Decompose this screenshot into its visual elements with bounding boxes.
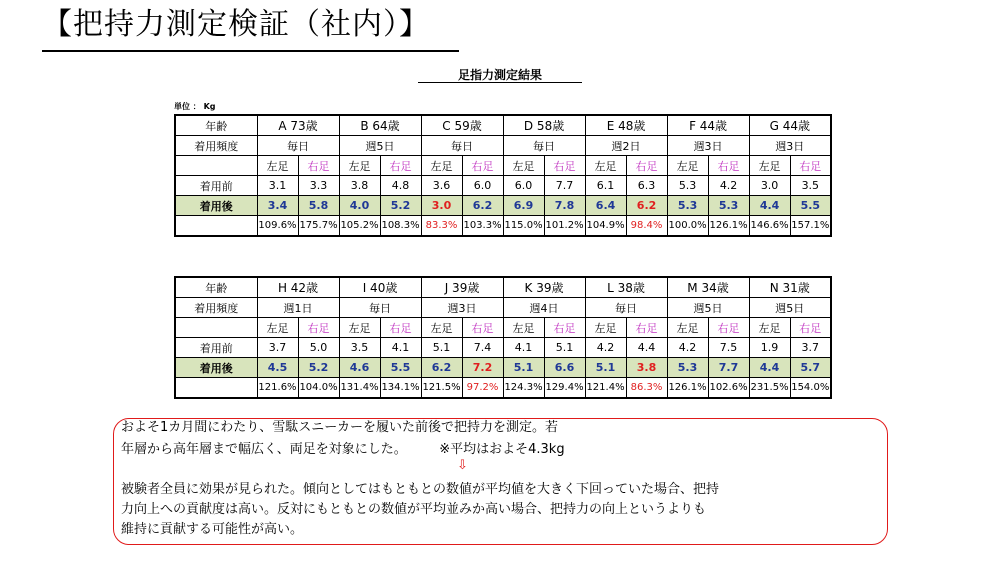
change-right-percent: 157.1% — [790, 216, 831, 237]
wear-frequency: 週3日 — [667, 136, 749, 156]
change-right-percent: 102.6% — [708, 378, 749, 399]
after-right-value: 5.2 — [298, 358, 339, 378]
before-left-value: 3.5 — [339, 338, 380, 358]
empty-cell — [175, 156, 257, 176]
right-foot-header: 右足 — [708, 156, 749, 176]
after-left-value: 4.5 — [257, 358, 298, 378]
subject-name: N 31歳 — [749, 277, 831, 298]
change-right-percent: 104.0% — [298, 378, 339, 399]
wear-frequency: 週3日 — [749, 136, 831, 156]
wear-frequency: 週3日 — [421, 298, 503, 318]
after-right-value: 5.8 — [298, 196, 339, 216]
subject-name: C 59歳 — [421, 115, 503, 136]
before-right-value: 7.4 — [462, 338, 503, 358]
before-left-value: 3.6 — [421, 176, 462, 196]
before-right-value: 4.1 — [380, 338, 421, 358]
slide-title: 【把持力測定検証（社内）】 — [42, 7, 430, 42]
before-right-value: 6.0 — [462, 176, 503, 196]
after-left-value: 6.4 — [585, 196, 626, 216]
wear-frequency: 週2日 — [585, 136, 667, 156]
after-left-value: 4.0 — [339, 196, 380, 216]
change-right-percent: 108.3% — [380, 216, 421, 237]
before-left-value: 1.9 — [749, 338, 790, 358]
wear-frequency: 週1日 — [257, 298, 339, 318]
after-right-value: 5.5 — [790, 196, 831, 216]
left-foot-header: 左足 — [339, 318, 380, 338]
change-right-percent: 134.1% — [380, 378, 421, 399]
change-left-percent: 124.3% — [503, 378, 544, 399]
right-foot-header: 右足 — [298, 318, 339, 338]
left-foot-header: 左足 — [339, 156, 380, 176]
after-row-label: 着用後 — [175, 196, 257, 216]
before-row-label: 着用前 — [175, 338, 257, 358]
before-left-value: 3.1 — [257, 176, 298, 196]
left-foot-header: 左足 — [421, 318, 462, 338]
frequency-row-label: 着用頻度 — [175, 136, 257, 156]
after-left-value: 4.4 — [749, 196, 790, 216]
after-left-value: 5.3 — [667, 196, 708, 216]
after-right-value: 6.2 — [626, 196, 667, 216]
change-right-percent: 86.3% — [626, 378, 667, 399]
change-left-percent: 146.6% — [749, 216, 790, 237]
right-foot-header: 右足 — [380, 318, 421, 338]
right-foot-header: 右足 — [544, 318, 585, 338]
table-caption: 足指力測定結果 — [457, 68, 542, 82]
before-right-value: 5.0 — [298, 338, 339, 358]
age-row-label: 年齢 — [175, 115, 257, 136]
wear-frequency: 毎日 — [339, 298, 421, 318]
right-foot-header: 右足 — [708, 318, 749, 338]
after-right-value: 5.7 — [790, 358, 831, 378]
change-left-percent: 109.6% — [257, 216, 298, 237]
change-right-percent: 129.4% — [544, 378, 585, 399]
subject-name: F 44歳 — [667, 115, 749, 136]
after-right-value: 6.6 — [544, 358, 585, 378]
before-left-value: 5.3 — [667, 176, 708, 196]
age-row-label: 年齢 — [175, 277, 257, 298]
after-left-value: 5.1 — [585, 358, 626, 378]
before-right-value: 6.3 — [626, 176, 667, 196]
left-foot-header: 左足 — [749, 156, 790, 176]
before-right-value: 4.8 — [380, 176, 421, 196]
right-foot-header: 右足 — [298, 156, 339, 176]
left-foot-header: 左足 — [257, 318, 298, 338]
empty-cell — [175, 216, 257, 237]
right-foot-header: 右足 — [790, 318, 831, 338]
change-left-percent: 231.5% — [749, 378, 790, 399]
change-left-percent: 121.5% — [421, 378, 462, 399]
left-foot-header: 左足 — [503, 318, 544, 338]
after-right-value: 5.5 — [380, 358, 421, 378]
before-left-value: 3.8 — [339, 176, 380, 196]
after-left-value: 4.6 — [339, 358, 380, 378]
before-right-value: 4.4 — [626, 338, 667, 358]
summary-line-3: 被験者全員に効果が見られた。傾向としてはもともとの数値が平均値を大きく下回っていた場合、把持 — [121, 482, 720, 497]
right-foot-header: 右足 — [790, 156, 831, 176]
before-left-value: 3.7 — [257, 338, 298, 358]
wear-frequency: 週5日 — [749, 298, 831, 318]
after-left-value: 6.9 — [503, 196, 544, 216]
change-left-percent: 121.6% — [257, 378, 298, 399]
left-foot-header: 左足 — [585, 318, 626, 338]
after-left-value: 5.3 — [667, 358, 708, 378]
before-right-value: 3.7 — [790, 338, 831, 358]
left-foot-header: 左足 — [421, 156, 462, 176]
subject-name: M 34歳 — [667, 277, 749, 298]
wear-frequency: 毎日 — [503, 136, 585, 156]
wear-frequency: 毎日 — [257, 136, 339, 156]
empty-cell — [175, 378, 257, 399]
subject-name: H 42歳 — [257, 277, 339, 298]
change-left-percent: 131.4% — [339, 378, 380, 399]
down-arrow-icon: ⇩ — [457, 458, 468, 473]
before-right-value: 7.5 — [708, 338, 749, 358]
change-right-percent: 175.7% — [298, 216, 339, 237]
change-left-percent: 126.1% — [667, 378, 708, 399]
left-foot-header: 左足 — [257, 156, 298, 176]
left-foot-header: 左足 — [749, 318, 790, 338]
after-left-value: 4.4 — [749, 358, 790, 378]
right-foot-header: 右足 — [544, 156, 585, 176]
right-foot-header: 右足 — [380, 156, 421, 176]
wear-frequency: 毎日 — [585, 298, 667, 318]
after-row-label: 着用後 — [175, 358, 257, 378]
after-left-value: 3.0 — [421, 196, 462, 216]
after-left-value: 5.1 — [503, 358, 544, 378]
change-right-percent: 126.1% — [708, 216, 749, 237]
change-right-percent: 98.4% — [626, 216, 667, 237]
before-right-value: 7.7 — [544, 176, 585, 196]
wear-frequency: 週5日 — [667, 298, 749, 318]
results-table-2 — [174, 276, 832, 399]
summary-line-4: 力向上への貢献度は高い。反対にもともとの数値が平均並みか高い場合、把持力の向上というよりも — [121, 502, 707, 517]
wear-frequency: 週5日 — [339, 136, 421, 156]
change-left-percent: 105.2% — [339, 216, 380, 237]
after-right-value: 7.7 — [708, 358, 749, 378]
summary-line-1: およそ1カ月間にわたり、雪駄スニーカーを履いた前後で把持力を測定。若 — [121, 420, 559, 435]
caption-underline — [418, 82, 582, 83]
subject-name: E 48歳 — [585, 115, 667, 136]
subject-name: L 38歳 — [585, 277, 667, 298]
change-left-percent: 121.4% — [585, 378, 626, 399]
wear-frequency: 毎日 — [421, 136, 503, 156]
change-right-percent: 103.3% — [462, 216, 503, 237]
before-row-label: 着用前 — [175, 176, 257, 196]
before-left-value: 3.0 — [749, 176, 790, 196]
right-foot-header: 右足 — [462, 318, 503, 338]
before-left-value: 6.1 — [585, 176, 626, 196]
after-right-value: 7.2 — [462, 358, 503, 378]
before-right-value: 3.5 — [790, 176, 831, 196]
right-foot-header: 右足 — [462, 156, 503, 176]
change-right-percent: 97.2% — [462, 378, 503, 399]
after-left-value: 3.4 — [257, 196, 298, 216]
after-right-value: 5.3 — [708, 196, 749, 216]
right-foot-header: 右足 — [626, 156, 667, 176]
after-right-value: 6.2 — [462, 196, 503, 216]
subject-name: J 39歳 — [421, 277, 503, 298]
subject-name: K 39歳 — [503, 277, 585, 298]
subject-name: I 40歳 — [339, 277, 421, 298]
before-right-value: 3.3 — [298, 176, 339, 196]
summary-line-5: 維持に貢献する可能性が高い。 — [121, 522, 304, 537]
empty-cell — [175, 318, 257, 338]
subject-name: B 64歳 — [339, 115, 421, 136]
left-foot-header: 左足 — [667, 156, 708, 176]
left-foot-header: 左足 — [667, 318, 708, 338]
subject-name: G 44歳 — [749, 115, 831, 136]
change-right-percent: 154.0% — [790, 378, 831, 399]
wear-frequency: 週4日 — [503, 298, 585, 318]
left-foot-header: 左足 — [585, 156, 626, 176]
title-underline — [42, 50, 459, 52]
before-left-value: 4.2 — [667, 338, 708, 358]
change-left-percent: 83.3% — [421, 216, 462, 237]
subject-name: A 73歳 — [257, 115, 339, 136]
subject-name: D 58歳 — [503, 115, 585, 136]
change-left-percent: 104.9% — [585, 216, 626, 237]
before-left-value: 5.1 — [421, 338, 462, 358]
unit-label: 単位 ： Kg — [174, 102, 216, 111]
change-right-percent: 101.2% — [544, 216, 585, 237]
before-right-value: 4.2 — [708, 176, 749, 196]
left-foot-header: 左足 — [503, 156, 544, 176]
after-right-value: 3.8 — [626, 358, 667, 378]
summary-line-2: 年層から高年層まで幅広く、両足を対象にした。 ※平均はおよそ4.3kg — [121, 442, 565, 457]
after-left-value: 6.2 — [421, 358, 462, 378]
before-left-value: 4.1 — [503, 338, 544, 358]
frequency-row-label: 着用頻度 — [175, 298, 257, 318]
right-foot-header: 右足 — [626, 318, 667, 338]
results-table-1 — [174, 114, 832, 237]
before-right-value: 5.1 — [544, 338, 585, 358]
before-left-value: 4.2 — [585, 338, 626, 358]
after-right-value: 5.2 — [380, 196, 421, 216]
after-right-value: 7.8 — [544, 196, 585, 216]
before-left-value: 6.0 — [503, 176, 544, 196]
change-left-percent: 115.0% — [503, 216, 544, 237]
change-left-percent: 100.0% — [667, 216, 708, 237]
